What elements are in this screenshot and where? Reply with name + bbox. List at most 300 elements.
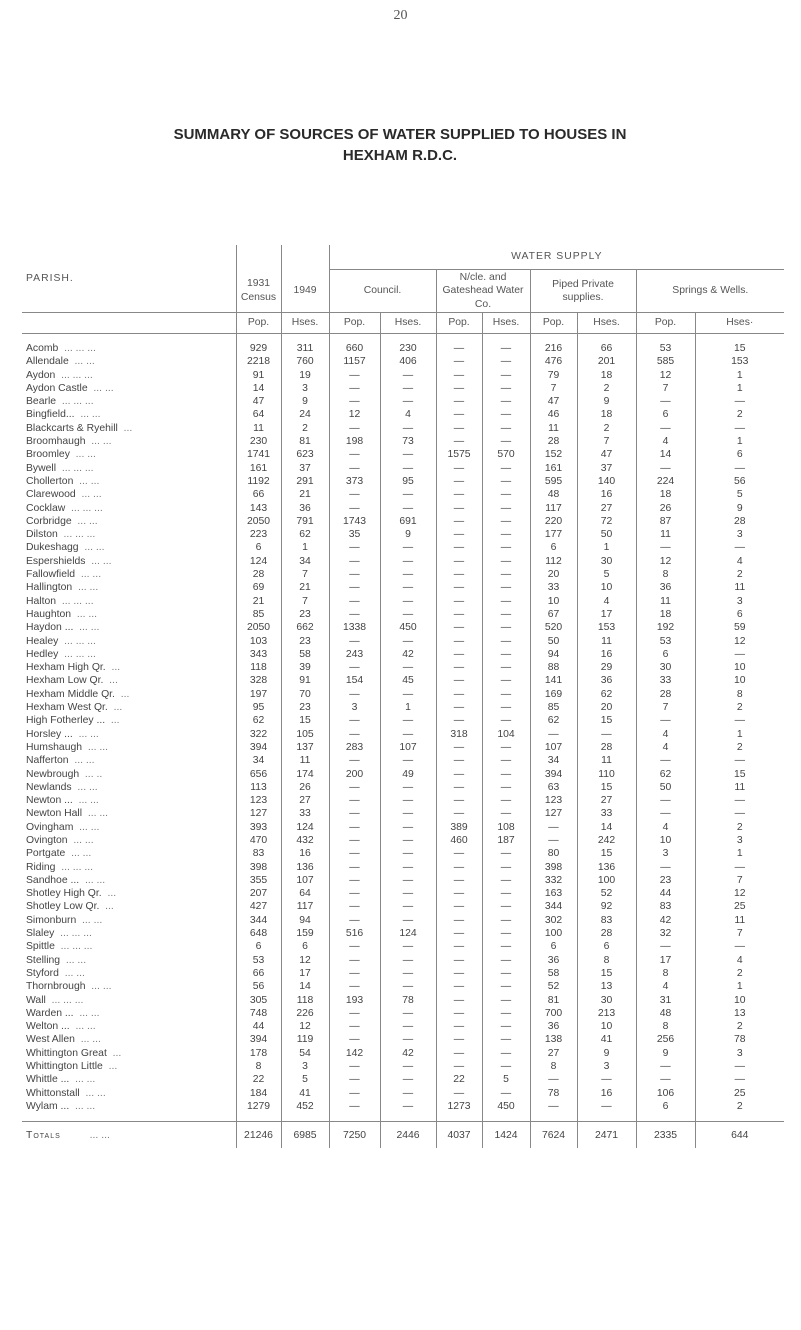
- table-cell: 5: [695, 488, 784, 501]
- table-cell: 66: [577, 342, 636, 355]
- table-cell: 476: [530, 355, 577, 368]
- table-cell: 398: [530, 861, 577, 874]
- table-cell: —: [329, 462, 380, 475]
- table-cell: —: [530, 728, 577, 741]
- subheader-hses-ncle: Hses.: [482, 313, 530, 334]
- table-cell: —: [482, 528, 530, 541]
- table-cell: 1: [695, 980, 784, 993]
- table-cell: 103: [236, 635, 281, 648]
- table-cell: —: [636, 807, 695, 820]
- table-cell: 18: [577, 369, 636, 382]
- table-cell: —: [329, 661, 380, 674]
- table-row: [22, 807, 784, 820]
- table-cell: 9: [695, 502, 784, 515]
- table-cell: 24: [281, 408, 329, 421]
- table-cell: 2: [695, 1100, 784, 1113]
- table-cell: —: [329, 847, 380, 860]
- table-row: [22, 515, 784, 528]
- table-cell: —: [436, 382, 482, 395]
- table-cell: 94: [530, 648, 577, 661]
- table-cell: —: [436, 741, 482, 754]
- table-cell: —: [329, 1087, 380, 1100]
- table-cell: 17: [577, 608, 636, 621]
- leader-dots: ... ... ...: [60, 941, 93, 953]
- table-cell: 112: [530, 555, 577, 568]
- table-cell: 100: [530, 927, 577, 940]
- table-cell: —: [482, 900, 530, 913]
- table-cell: 12: [281, 954, 329, 967]
- parish-name: Chollerton: [26, 475, 74, 487]
- parish-name: Haydon ...: [26, 622, 74, 634]
- table-cell: 192: [636, 621, 695, 634]
- table-cell: 1743: [329, 515, 380, 528]
- table-cell: 1575: [436, 448, 482, 461]
- table-cell: —: [436, 422, 482, 435]
- table-cell: 432: [281, 834, 329, 847]
- table-cell: —: [329, 502, 380, 515]
- table-cell: —: [329, 382, 380, 395]
- table-row: [22, 1087, 784, 1100]
- totals-label: Totals: [26, 1129, 61, 1141]
- leader-dots: ... ...: [85, 1087, 106, 1099]
- table-cell: 23: [281, 701, 329, 714]
- table-cell: 58: [530, 967, 577, 980]
- leader-dots: ... ...: [65, 954, 87, 966]
- table-cell: 11: [636, 528, 695, 541]
- table-cell: —: [436, 847, 482, 860]
- table-cell: 7: [636, 382, 695, 395]
- table-cell: —: [380, 914, 436, 927]
- table-cell: —: [329, 1100, 380, 1113]
- parish-name: Allendale: [26, 356, 69, 368]
- table-cell: —: [482, 967, 530, 980]
- table-cell: 7: [695, 874, 784, 887]
- table-row: [22, 754, 784, 767]
- table-cell: 62: [530, 714, 577, 727]
- table-cell: 22: [436, 1073, 482, 1086]
- table-cell: —: [436, 488, 482, 501]
- table-cell: —: [695, 395, 784, 408]
- table-cell: 10: [636, 834, 695, 847]
- table-cell: 1192: [236, 475, 281, 488]
- table-cell: 8: [577, 954, 636, 967]
- table-cell: 45: [380, 674, 436, 687]
- table-cell: 83: [636, 900, 695, 913]
- table-cell: 700: [530, 1007, 577, 1020]
- table-cell: —: [436, 608, 482, 621]
- header-census-1931: 1931 Census: [236, 270, 281, 313]
- table-cell: —: [329, 395, 380, 408]
- table-cell: —: [380, 488, 436, 501]
- table-cell: —: [482, 462, 530, 475]
- table-cell: —: [329, 874, 380, 887]
- table-cell: —: [329, 967, 380, 980]
- table-cell: —: [482, 807, 530, 820]
- table-cell: —: [329, 1073, 380, 1086]
- table-cell: —: [380, 861, 436, 874]
- table-cell: 52: [577, 887, 636, 900]
- table-cell: 470: [236, 834, 281, 847]
- table-row: [22, 874, 784, 887]
- table-cell: 17: [281, 967, 329, 980]
- table-cell: 760: [281, 355, 329, 368]
- table-cell: 8: [236, 1060, 281, 1073]
- table-cell: 7: [530, 382, 577, 395]
- table-cell: 305: [236, 994, 281, 1007]
- table-cell: —: [329, 781, 380, 794]
- table-cell: —: [329, 1007, 380, 1020]
- table-cell: —: [380, 834, 436, 847]
- table-cell: —: [436, 914, 482, 927]
- table-cell: —: [436, 781, 482, 794]
- table-cell: 23: [281, 608, 329, 621]
- table-cell: 36: [281, 502, 329, 515]
- leader-dots: ...: [113, 702, 123, 714]
- table-cell: 25: [695, 1087, 784, 1100]
- table-cell: 177: [530, 528, 577, 541]
- table-cell: —: [329, 900, 380, 913]
- subheader-pop-ncle: Pop.: [436, 313, 482, 334]
- table-cell: —: [482, 1060, 530, 1073]
- table-cell: 6: [577, 940, 636, 953]
- leader-dots: ...: [120, 688, 130, 700]
- table-cell: —: [530, 1073, 577, 1086]
- table-cell: —: [482, 701, 530, 714]
- table-cell: 427: [236, 900, 281, 913]
- table-cell: 154: [329, 674, 380, 687]
- table-cell: —: [329, 754, 380, 767]
- table-cell: —: [482, 954, 530, 967]
- table-cell: —: [380, 887, 436, 900]
- table-cell: 7: [281, 595, 329, 608]
- table-cell: 29: [577, 661, 636, 674]
- table-cell: 8: [636, 1020, 695, 1033]
- table-cell: 161: [236, 462, 281, 475]
- table-row: [22, 355, 784, 368]
- table-cell: —: [380, 940, 436, 953]
- table-cell: —: [482, 502, 530, 515]
- parish-name: Welton ...: [26, 1021, 70, 1033]
- table-cell: 450: [482, 1100, 530, 1113]
- table-cell: 3: [636, 847, 695, 860]
- table-cell: 201: [577, 355, 636, 368]
- parish-name: Stelling: [26, 954, 61, 966]
- table-cell: 197: [236, 688, 281, 701]
- table-cell: —: [482, 422, 530, 435]
- table-cell: 113: [236, 781, 281, 794]
- table-cell: —: [577, 1073, 636, 1086]
- table-row: [22, 595, 784, 608]
- table-cell: —: [436, 595, 482, 608]
- table-row: [22, 900, 784, 913]
- table-cell: 83: [236, 847, 281, 860]
- table-cell: 153: [695, 355, 784, 368]
- table-cell: —: [482, 914, 530, 927]
- table-cell: 198: [329, 435, 380, 448]
- table-cell: 17: [636, 954, 695, 967]
- table-cell: 389: [436, 821, 482, 834]
- leader-dots: ... ... ...: [61, 396, 94, 408]
- table-row: [22, 861, 784, 874]
- parish-name: Styford: [26, 967, 59, 979]
- table-row: [22, 794, 784, 807]
- table-cell: —: [482, 515, 530, 528]
- table-cell: 13: [577, 980, 636, 993]
- table-cell: 153: [577, 621, 636, 634]
- table-cell: 302: [530, 914, 577, 927]
- table-cell: 87: [636, 515, 695, 528]
- table-row: [22, 661, 784, 674]
- table-cell: 2050: [236, 621, 281, 634]
- table-cell: 23: [281, 635, 329, 648]
- parish-name: Blackcarts & Ryehill: [26, 422, 118, 434]
- table-row: [22, 541, 784, 554]
- table-cell: —: [329, 422, 380, 435]
- parish-name: High Fotherley ...: [26, 715, 106, 727]
- table-cell: 4: [577, 595, 636, 608]
- table-cell: —: [329, 1020, 380, 1033]
- table-cell: —: [329, 688, 380, 701]
- table-cell: —: [380, 369, 436, 382]
- table-cell: 9: [577, 395, 636, 408]
- table-cell: —: [482, 408, 530, 421]
- table-cell: 30: [636, 661, 695, 674]
- header-ncle-gateshead: N/cle. and Gateshead Water Co.: [436, 270, 530, 313]
- table-row: [22, 927, 784, 940]
- table-cell: 12: [695, 887, 784, 900]
- table-cell: —: [329, 595, 380, 608]
- parish-name: Whittington Little: [26, 1061, 103, 1073]
- table-cell: —: [436, 674, 482, 687]
- parish-name: Aydon: [26, 369, 56, 381]
- table-cell: 53: [636, 635, 695, 648]
- leader-dots: ... ...: [73, 834, 94, 846]
- table-row: [22, 834, 784, 847]
- table-cell: 10: [695, 674, 784, 687]
- table-cell: —: [436, 1020, 482, 1033]
- table-cell: 50: [530, 635, 577, 648]
- table-cell: —: [380, 1073, 436, 1086]
- table-cell: 1: [577, 541, 636, 554]
- table-cell: 450: [380, 621, 436, 634]
- table-cell: 64: [236, 408, 281, 421]
- table-row: [22, 847, 784, 860]
- table-cell: —: [380, 807, 436, 820]
- table-cell: 15: [281, 714, 329, 727]
- table-cell: 656: [236, 768, 281, 781]
- table-cell: 59: [695, 621, 784, 634]
- table-cell: 95: [236, 701, 281, 714]
- table-cell: 3: [695, 595, 784, 608]
- table-cell: 15: [695, 342, 784, 355]
- table-cell: 11: [281, 754, 329, 767]
- table-row: [22, 462, 784, 475]
- leader-dots: ... ...: [77, 515, 98, 527]
- table-cell: 47: [577, 448, 636, 461]
- table-cell: 16: [281, 847, 329, 860]
- leader-dots: ... ...: [91, 555, 112, 567]
- table-cell: 49: [380, 768, 436, 781]
- parish-name: Hexham Low Qr.: [26, 675, 104, 687]
- table-cell: —: [482, 475, 530, 488]
- table-cell: 3: [695, 834, 784, 847]
- table-cell: —: [482, 1020, 530, 1033]
- table-cell: 62: [236, 714, 281, 727]
- table-cell: —: [380, 1087, 436, 1100]
- table-row: [22, 1020, 784, 1033]
- parish-name: Hexham Middle Qr.: [26, 688, 115, 700]
- parish-name: Newbrough: [26, 768, 80, 780]
- table-cell: 791: [281, 515, 329, 528]
- parish-name: Whittington Great: [26, 1047, 107, 1059]
- table-cell: 12: [695, 635, 784, 648]
- leader-dots: ... ...: [75, 449, 96, 461]
- table-cell: —: [436, 369, 482, 382]
- table-cell: —: [436, 395, 482, 408]
- table-cell: 8: [636, 568, 695, 581]
- table-row: [22, 954, 784, 967]
- table-cell: 2: [695, 701, 784, 714]
- parish-name: Horsley ...: [26, 728, 73, 740]
- parish-name: Halton: [26, 595, 57, 607]
- table-cell: —: [636, 462, 695, 475]
- table-cell: —: [436, 408, 482, 421]
- parish-name: West Allen: [26, 1034, 75, 1046]
- table-cell: 226: [281, 1007, 329, 1020]
- table-cell: —: [577, 1100, 636, 1113]
- table-row: [22, 967, 784, 980]
- table-cell: —: [380, 1020, 436, 1033]
- leader-dots: ...: [110, 715, 120, 727]
- table-cell: —: [329, 821, 380, 834]
- table-cell: 28: [577, 741, 636, 754]
- table-cell: 10: [695, 994, 784, 1007]
- table-cell: —: [380, 608, 436, 621]
- table-cell: 4: [636, 741, 695, 754]
- table-cell: 48: [530, 488, 577, 501]
- table-cell: —: [380, 462, 436, 475]
- table-cell: 161: [530, 462, 577, 475]
- table-row: [22, 342, 784, 355]
- leader-dots: ... ...: [71, 848, 92, 860]
- table-cell: —: [380, 595, 436, 608]
- table-cell: —: [329, 940, 380, 953]
- table-cell: —: [695, 462, 784, 475]
- table-cell: —: [380, 794, 436, 807]
- table-row: [22, 395, 784, 408]
- table-cell: 136: [577, 861, 636, 874]
- parish-name: Healey: [26, 635, 59, 647]
- table-cell: 25: [695, 900, 784, 913]
- leader-dots: ... ...: [80, 1034, 101, 1046]
- table-cell: 9: [281, 395, 329, 408]
- table-cell: 220: [530, 515, 577, 528]
- subheader-pop-piped: Pop.: [530, 313, 577, 334]
- table-cell: —: [329, 581, 380, 594]
- table-cell: 3: [695, 1047, 784, 1060]
- total-cell: 1424: [482, 1122, 530, 1149]
- total-cell: 7624: [530, 1122, 577, 1149]
- table-cell: 15: [695, 768, 784, 781]
- table-cell: —: [482, 754, 530, 767]
- table-cell: 58: [281, 648, 329, 661]
- table-cell: 11: [695, 581, 784, 594]
- table-cell: —: [329, 807, 380, 820]
- table-cell: —: [695, 1073, 784, 1086]
- table-row: [22, 714, 784, 727]
- table-cell: 4: [380, 408, 436, 421]
- table-cell: 91: [281, 674, 329, 687]
- table-cell: —: [329, 568, 380, 581]
- table-cell: —: [482, 874, 530, 887]
- table-cell: 13: [695, 1007, 784, 1020]
- parish-name: Dilston: [26, 529, 58, 541]
- table-cell: 6: [695, 608, 784, 621]
- table-cell: —: [436, 1087, 482, 1100]
- parish-name: Wylam ...: [26, 1100, 70, 1112]
- leader-dots: ...: [109, 675, 118, 687]
- table-cell: 230: [236, 435, 281, 448]
- table-cell: —: [380, 661, 436, 674]
- table-cell: 42: [380, 1047, 436, 1060]
- table-cell: —: [380, 728, 436, 741]
- leader-dots: ... ...: [84, 542, 105, 554]
- table-row: [22, 1073, 784, 1086]
- table-cell: —: [436, 541, 482, 554]
- table-cell: 64: [281, 887, 329, 900]
- table-row: [22, 528, 784, 541]
- table-cell: —: [695, 714, 784, 727]
- table-cell: —: [482, 1007, 530, 1020]
- table-cell: —: [636, 395, 695, 408]
- table-cell: —: [482, 1087, 530, 1100]
- table-cell: 123: [530, 794, 577, 807]
- table-row: [22, 688, 784, 701]
- leader-dots: ... ...: [75, 1074, 96, 1086]
- title-line-1: SUMMARY OF SOURCES OF WATER SUPPLIED TO HOUSES IN: [173, 126, 627, 143]
- table-cell: 224: [636, 475, 695, 488]
- table-cell: —: [380, 874, 436, 887]
- table-cell: 63: [530, 781, 577, 794]
- table-cell: 14: [281, 980, 329, 993]
- table-row: [22, 621, 784, 634]
- table-cell: 184: [236, 1087, 281, 1100]
- table-cell: 1: [695, 382, 784, 395]
- table-cell: 27: [577, 794, 636, 807]
- table-cell: —: [636, 1073, 695, 1086]
- table-cell: 406: [380, 355, 436, 368]
- table-cell: —: [482, 927, 530, 940]
- table-cell: 56: [695, 475, 784, 488]
- table-row: [22, 1033, 784, 1046]
- table-cell: —: [380, 754, 436, 767]
- table-cell: —: [380, 980, 436, 993]
- title-line-2: HEXHAM R.D.C.: [342, 147, 458, 164]
- table-cell: 23: [636, 874, 695, 887]
- table-cell: 33: [577, 807, 636, 820]
- table-cell: —: [436, 900, 482, 913]
- table-cell: 1: [695, 435, 784, 448]
- table-cell: —: [436, 940, 482, 953]
- table-cell: 1: [380, 701, 436, 714]
- table-cell: —: [436, 954, 482, 967]
- table-cell: 15: [577, 781, 636, 794]
- table-cell: —: [329, 887, 380, 900]
- table-cell: 213: [577, 1007, 636, 1020]
- table-cell: —: [436, 635, 482, 648]
- table-cell: 47: [236, 395, 281, 408]
- table-row: [22, 408, 784, 421]
